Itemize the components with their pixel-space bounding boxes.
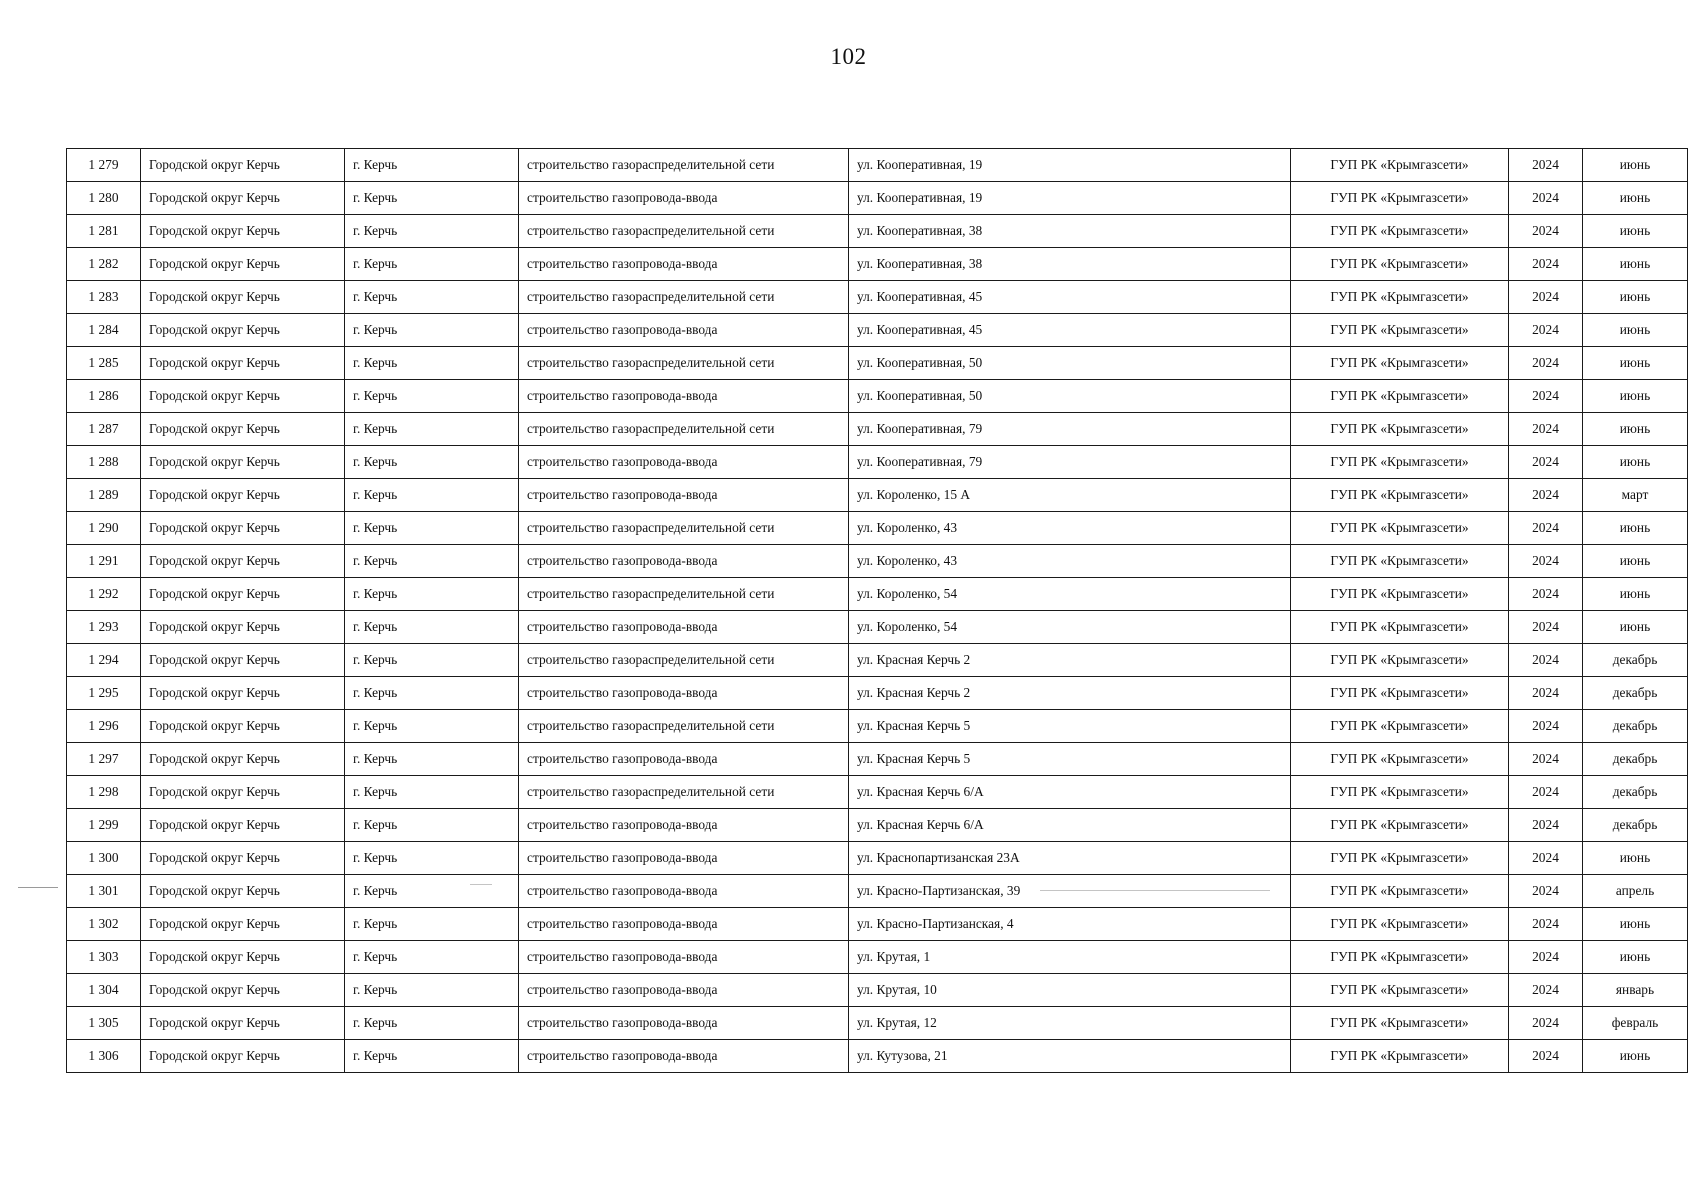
cell-address: ул. Крутая, 1 <box>849 941 1291 974</box>
table-row <box>67 380 1688 413</box>
cell-year: 2024 <box>1509 248 1583 281</box>
table-row <box>67 776 1688 809</box>
cell-number: 1 306 <box>67 1040 141 1073</box>
cell-work-type: строительство газораспределительной сети <box>519 413 849 446</box>
table-row <box>67 413 1688 446</box>
cell-district: Городской округ Керчь <box>141 347 345 380</box>
cell-number: 1 305 <box>67 1007 141 1040</box>
cell-work-type: строительство газопровода-ввода <box>519 974 849 1007</box>
cell-number: 1 279 <box>67 149 141 182</box>
cell-number: 1 298 <box>67 776 141 809</box>
cell-address: ул. Кооперативная, 79 <box>849 446 1291 479</box>
cell-year: 2024 <box>1509 776 1583 809</box>
cell-year: 2024 <box>1509 1007 1583 1040</box>
table-row <box>67 710 1688 743</box>
cell-year: 2024 <box>1509 974 1583 1007</box>
cell-district: Городской округ Керчь <box>141 380 345 413</box>
cell-work-type: строительство газораспределительной сети <box>519 578 849 611</box>
cell-number: 1 300 <box>67 842 141 875</box>
cell-address: ул. Короленко, 43 <box>849 545 1291 578</box>
cell-city: г. Керчь <box>345 677 519 710</box>
cell-work-type: строительство газопровода-ввода <box>519 677 849 710</box>
cell-district: Городской округ Керчь <box>141 215 345 248</box>
cell-city: г. Керчь <box>345 281 519 314</box>
cell-address: ул. Кооперативная, 45 <box>849 314 1291 347</box>
cell-address: ул. Кооперативная, 50 <box>849 380 1291 413</box>
cell-address: ул. Красная Керчь 2 <box>849 677 1291 710</box>
cell-work-type: строительство газопровода-ввода <box>519 908 849 941</box>
cell-year: 2024 <box>1509 149 1583 182</box>
cell-city: г. Керчь <box>345 941 519 974</box>
cell-district: Городской округ Керчь <box>141 413 345 446</box>
cell-organization: ГУП РК «Крымгазсети» <box>1291 908 1509 941</box>
cell-number: 1 297 <box>67 743 141 776</box>
cell-year: 2024 <box>1509 1040 1583 1073</box>
cell-city: г. Керчь <box>345 413 519 446</box>
cell-year: 2024 <box>1509 611 1583 644</box>
table-row <box>67 644 1688 677</box>
cell-organization: ГУП РК «Крымгазсети» <box>1291 611 1509 644</box>
cell-district: Городской округ Керчь <box>141 1007 345 1040</box>
cell-address: ул. Красная Керчь 6/А <box>849 809 1291 842</box>
cell-year: 2024 <box>1509 908 1583 941</box>
cell-work-type: строительство газопровода-ввода <box>519 182 849 215</box>
cell-city: г. Керчь <box>345 545 519 578</box>
cell-district: Городской округ Керчь <box>141 578 345 611</box>
cell-address: ул. Краснопартизанская 23А <box>849 842 1291 875</box>
table-row <box>67 743 1688 776</box>
cell-month: июнь <box>1583 1040 1688 1073</box>
cell-number: 1 292 <box>67 578 141 611</box>
cell-year: 2024 <box>1509 578 1583 611</box>
cell-work-type: строительство газопровода-ввода <box>519 314 849 347</box>
table-row <box>67 809 1688 842</box>
cell-year: 2024 <box>1509 677 1583 710</box>
table-row <box>67 545 1688 578</box>
cell-district: Городской округ Керчь <box>141 545 345 578</box>
cell-address: ул. Красно-Партизанская, 39 <box>849 875 1291 908</box>
cell-month: декабрь <box>1583 809 1688 842</box>
cell-work-type: строительство газораспределительной сети <box>519 710 849 743</box>
table-row <box>67 479 1688 512</box>
cell-work-type: строительство газопровода-ввода <box>519 842 849 875</box>
cell-work-type: строительство газопровода-ввода <box>519 941 849 974</box>
cell-address: ул. Кооперативная, 79 <box>849 413 1291 446</box>
cell-city: г. Керчь <box>345 809 519 842</box>
cell-organization: ГУП РК «Крымгазсети» <box>1291 182 1509 215</box>
cell-work-type: строительство газопровода-ввода <box>519 611 849 644</box>
scan-speck <box>1040 890 1270 891</box>
cell-month: июнь <box>1583 446 1688 479</box>
cell-city: г. Керчь <box>345 479 519 512</box>
cell-number: 1 290 <box>67 512 141 545</box>
cell-address: ул. Красная Керчь 2 <box>849 644 1291 677</box>
table-body <box>67 149 1688 1073</box>
cell-year: 2024 <box>1509 479 1583 512</box>
cell-month: июнь <box>1583 842 1688 875</box>
cell-work-type: строительство газопровода-ввода <box>519 446 849 479</box>
cell-district: Городской округ Керчь <box>141 941 345 974</box>
cell-year: 2024 <box>1509 743 1583 776</box>
cell-month: декабрь <box>1583 776 1688 809</box>
cell-number: 1 295 <box>67 677 141 710</box>
cell-number: 1 284 <box>67 314 141 347</box>
cell-organization: ГУП РК «Крымгазсети» <box>1291 875 1509 908</box>
cell-organization: ГУП РК «Крымгазсети» <box>1291 677 1509 710</box>
table-row <box>67 314 1688 347</box>
cell-city: г. Керчь <box>345 512 519 545</box>
cell-address: ул. Кутузова, 21 <box>849 1040 1291 1073</box>
cell-organization: ГУП РК «Крымгазсети» <box>1291 413 1509 446</box>
table-row <box>67 215 1688 248</box>
cell-address: ул. Кооперативная, 50 <box>849 347 1291 380</box>
cell-number: 1 301 <box>67 875 141 908</box>
cell-city: г. Керчь <box>345 149 519 182</box>
cell-work-type: строительство газопровода-ввода <box>519 545 849 578</box>
cell-address: ул. Кооперативная, 38 <box>849 215 1291 248</box>
table-row <box>67 974 1688 1007</box>
cell-district: Городской округ Керчь <box>141 281 345 314</box>
cell-city: г. Керчь <box>345 842 519 875</box>
cell-district: Городской округ Керчь <box>141 314 345 347</box>
cell-organization: ГУП РК «Крымгазсети» <box>1291 347 1509 380</box>
table-row <box>67 248 1688 281</box>
cell-district: Городской округ Керчь <box>141 743 345 776</box>
cell-district: Городской округ Керчь <box>141 149 345 182</box>
cell-organization: ГУП РК «Крымгазсети» <box>1291 1040 1509 1073</box>
cell-number: 1 302 <box>67 908 141 941</box>
cell-address: ул. Короленко, 54 <box>849 611 1291 644</box>
cell-organization: ГУП РК «Крымгазсети» <box>1291 446 1509 479</box>
cell-organization: ГУП РК «Крымгазсети» <box>1291 842 1509 875</box>
cell-city: г. Керчь <box>345 446 519 479</box>
cell-year: 2024 <box>1509 446 1583 479</box>
cell-year: 2024 <box>1509 413 1583 446</box>
cell-month: июнь <box>1583 380 1688 413</box>
cell-address: ул. Короленко, 43 <box>849 512 1291 545</box>
cell-month: июнь <box>1583 347 1688 380</box>
cell-address: ул. Кооперативная, 19 <box>849 182 1291 215</box>
cell-address: ул. Красная Керчь 5 <box>849 710 1291 743</box>
table-row <box>67 512 1688 545</box>
cell-city: г. Керчь <box>345 1007 519 1040</box>
scan-speck <box>470 884 492 885</box>
cell-year: 2024 <box>1509 545 1583 578</box>
cell-number: 1 285 <box>67 347 141 380</box>
cell-month: июнь <box>1583 413 1688 446</box>
cell-district: Городской округ Керчь <box>141 677 345 710</box>
cell-district: Городской округ Керчь <box>141 1040 345 1073</box>
table-row <box>67 941 1688 974</box>
cell-number: 1 288 <box>67 446 141 479</box>
cell-organization: ГУП РК «Крымгазсети» <box>1291 578 1509 611</box>
cell-month: июнь <box>1583 314 1688 347</box>
cell-number: 1 286 <box>67 380 141 413</box>
cell-month: июнь <box>1583 578 1688 611</box>
cell-month: февраль <box>1583 1007 1688 1040</box>
cell-district: Городской округ Керчь <box>141 644 345 677</box>
cell-work-type: строительство газопровода-ввода <box>519 875 849 908</box>
table-row <box>67 1040 1688 1073</box>
cell-number: 1 291 <box>67 545 141 578</box>
cell-district: Городской округ Керчь <box>141 776 345 809</box>
table-row <box>67 1007 1688 1040</box>
table-row <box>67 875 1688 908</box>
cell-city: г. Керчь <box>345 1040 519 1073</box>
cell-number: 1 281 <box>67 215 141 248</box>
cell-city: г. Керчь <box>345 248 519 281</box>
cell-district: Городской округ Керчь <box>141 710 345 743</box>
cell-organization: ГУП РК «Крымгазсети» <box>1291 149 1509 182</box>
scan-speck <box>18 887 58 888</box>
cell-city: г. Керчь <box>345 875 519 908</box>
cell-month: июнь <box>1583 512 1688 545</box>
cell-address: ул. Крутая, 10 <box>849 974 1291 1007</box>
cell-organization: ГУП РК «Крымгазсети» <box>1291 215 1509 248</box>
cell-work-type: строительство газопровода-ввода <box>519 743 849 776</box>
cell-city: г. Керчь <box>345 743 519 776</box>
cell-year: 2024 <box>1509 380 1583 413</box>
cell-work-type: строительство газопровода-ввода <box>519 1040 849 1073</box>
cell-organization: ГУП РК «Крымгазсети» <box>1291 281 1509 314</box>
cell-month: март <box>1583 479 1688 512</box>
table-row <box>67 842 1688 875</box>
cell-month: июнь <box>1583 941 1688 974</box>
cell-number: 1 289 <box>67 479 141 512</box>
cell-month: апрель <box>1583 875 1688 908</box>
cell-year: 2024 <box>1509 644 1583 677</box>
cell-organization: ГУП РК «Крымгазсети» <box>1291 809 1509 842</box>
cell-month: декабрь <box>1583 710 1688 743</box>
cell-address: ул. Кооперативная, 19 <box>849 149 1291 182</box>
table-row <box>67 281 1688 314</box>
cell-month: июнь <box>1583 215 1688 248</box>
cell-city: г. Керчь <box>345 215 519 248</box>
cell-month: декабрь <box>1583 644 1688 677</box>
cell-city: г. Керчь <box>345 314 519 347</box>
cell-district: Городской округ Керчь <box>141 875 345 908</box>
cell-organization: ГУП РК «Крымгазсети» <box>1291 479 1509 512</box>
cell-year: 2024 <box>1509 809 1583 842</box>
cell-year: 2024 <box>1509 347 1583 380</box>
cell-city: г. Керчь <box>345 644 519 677</box>
cell-number: 1 280 <box>67 182 141 215</box>
cell-number: 1 304 <box>67 974 141 1007</box>
cell-district: Городской округ Керчь <box>141 974 345 1007</box>
cell-month: январь <box>1583 974 1688 1007</box>
cell-work-type: строительство газопровода-ввода <box>519 1007 849 1040</box>
table-row <box>67 677 1688 710</box>
cell-district: Городской округ Керчь <box>141 479 345 512</box>
cell-district: Городской округ Керчь <box>141 809 345 842</box>
cell-work-type: строительство газораспределительной сети <box>519 281 849 314</box>
cell-month: июнь <box>1583 281 1688 314</box>
cell-year: 2024 <box>1509 512 1583 545</box>
cell-district: Городской округ Керчь <box>141 182 345 215</box>
cell-city: г. Керчь <box>345 974 519 1007</box>
cell-number: 1 283 <box>67 281 141 314</box>
cell-month: июнь <box>1583 149 1688 182</box>
cell-year: 2024 <box>1509 710 1583 743</box>
cell-city: г. Керчь <box>345 578 519 611</box>
cell-organization: ГУП РК «Крымгазсети» <box>1291 710 1509 743</box>
cell-address: ул. Кооперативная, 38 <box>849 248 1291 281</box>
table-row <box>67 578 1688 611</box>
cell-month: июнь <box>1583 248 1688 281</box>
cell-district: Городской округ Керчь <box>141 248 345 281</box>
cell-year: 2024 <box>1509 875 1583 908</box>
cell-work-type: строительство газораспределительной сети <box>519 149 849 182</box>
table-row <box>67 182 1688 215</box>
cell-month: декабрь <box>1583 677 1688 710</box>
cell-year: 2024 <box>1509 842 1583 875</box>
cell-address: ул. Короленко, 15 А <box>849 479 1291 512</box>
cell-organization: ГУП РК «Крымгазсети» <box>1291 314 1509 347</box>
cell-organization: ГУП РК «Крымгазсети» <box>1291 248 1509 281</box>
cell-district: Городской округ Керчь <box>141 446 345 479</box>
cell-month: июнь <box>1583 182 1688 215</box>
cell-year: 2024 <box>1509 314 1583 347</box>
cell-address: ул. Крутая, 12 <box>849 1007 1291 1040</box>
cell-city: г. Керчь <box>345 380 519 413</box>
cell-organization: ГУП РК «Крымгазсети» <box>1291 776 1509 809</box>
cell-address: ул. Красно-Партизанская, 4 <box>849 908 1291 941</box>
cell-city: г. Керчь <box>345 776 519 809</box>
cell-organization: ГУП РК «Крымгазсети» <box>1291 974 1509 1007</box>
cell-organization: ГУП РК «Крымгазсети» <box>1291 941 1509 974</box>
cell-year: 2024 <box>1509 182 1583 215</box>
cell-city: г. Керчь <box>345 908 519 941</box>
cell-organization: ГУП РК «Крымгазсети» <box>1291 743 1509 776</box>
cell-number: 1 296 <box>67 710 141 743</box>
cell-number: 1 293 <box>67 611 141 644</box>
cell-city: г. Керчь <box>345 182 519 215</box>
cell-organization: ГУП РК «Крымгазсети» <box>1291 1007 1509 1040</box>
cell-organization: ГУП РК «Крымгазсети» <box>1291 380 1509 413</box>
cell-number: 1 294 <box>67 644 141 677</box>
cell-number: 1 282 <box>67 248 141 281</box>
cell-work-type: строительство газопровода-ввода <box>519 248 849 281</box>
table-row <box>67 347 1688 380</box>
cell-organization: ГУП РК «Крымгазсети» <box>1291 512 1509 545</box>
cell-work-type: строительство газопровода-ввода <box>519 380 849 413</box>
cell-district: Городской округ Керчь <box>141 908 345 941</box>
cell-address: ул. Красная Керчь 5 <box>849 743 1291 776</box>
cell-district: Городской округ Керчь <box>141 611 345 644</box>
cell-work-type: строительство газораспределительной сети <box>519 644 849 677</box>
cell-year: 2024 <box>1509 215 1583 248</box>
cell-work-type: строительство газораспределительной сети <box>519 347 849 380</box>
cell-district: Городской округ Керчь <box>141 842 345 875</box>
cell-work-type: строительство газораспределительной сети <box>519 215 849 248</box>
cell-number: 1 303 <box>67 941 141 974</box>
cell-year: 2024 <box>1509 941 1583 974</box>
cell-address: ул. Короленко, 54 <box>849 578 1291 611</box>
cell-year: 2024 <box>1509 281 1583 314</box>
cell-organization: ГУП РК «Крымгазсети» <box>1291 545 1509 578</box>
cell-number: 1 299 <box>67 809 141 842</box>
page-number: 102 <box>830 44 867 69</box>
cell-month: июнь <box>1583 611 1688 644</box>
cell-month: декабрь <box>1583 743 1688 776</box>
cell-city: г. Керчь <box>345 347 519 380</box>
table-row <box>67 908 1688 941</box>
cell-address: ул. Красная Керчь 6/А <box>849 776 1291 809</box>
table-row <box>67 611 1688 644</box>
cell-city: г. Керчь <box>345 611 519 644</box>
cell-month: июнь <box>1583 545 1688 578</box>
cell-work-type: строительство газопровода-ввода <box>519 479 849 512</box>
cell-work-type: строительство газораспределительной сети <box>519 776 849 809</box>
cell-work-type: строительство газопровода-ввода <box>519 809 849 842</box>
cell-district: Городской округ Керчь <box>141 512 345 545</box>
table-row <box>67 149 1688 182</box>
cell-organization: ГУП РК «Крымгазсети» <box>1291 644 1509 677</box>
cell-month: июнь <box>1583 908 1688 941</box>
cell-work-type: строительство газораспределительной сети <box>519 512 849 545</box>
gasification-registry-table <box>66 148 1688 1073</box>
cell-number: 1 287 <box>67 413 141 446</box>
cell-city: г. Керчь <box>345 710 519 743</box>
cell-address: ул. Кооперативная, 45 <box>849 281 1291 314</box>
table-row <box>67 446 1688 479</box>
